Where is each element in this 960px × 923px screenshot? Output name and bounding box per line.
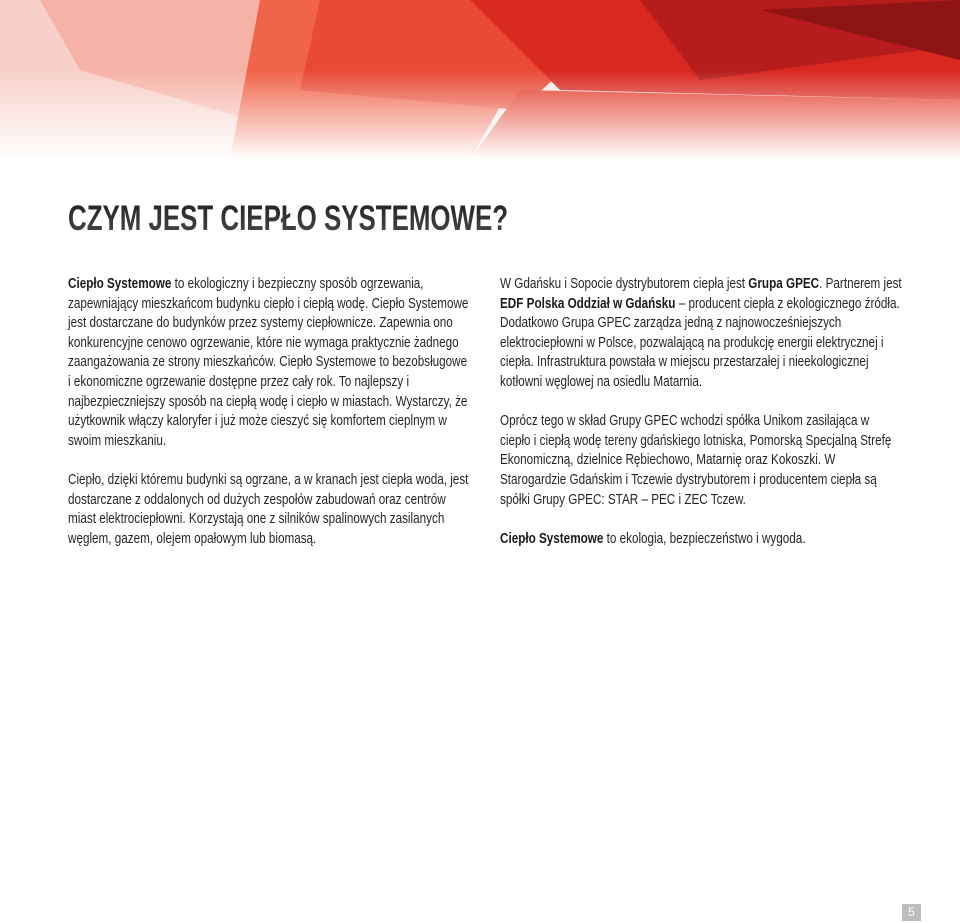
paragraph-text: to ekologia, bezpieczeństwo i wygoda. (603, 529, 806, 547)
decorative-red-banner (0, 0, 960, 160)
paragraph-text: W Gdańsku i Sopocie dystrybutorem ciepła jest (500, 275, 749, 292)
paragraph-text: to ekologiczny i bezpieczny sposób ogrzewania, zapewniający mieszkańcom budynku ciepło i ciepłą wodę. Ciepło Systemowe jest dostarczane do budynków przez systemy ciepłownicze. Zapewnia ono konkurencyjne cenowo ogrzewanie, które nie wymaga praktycznie żadnego zaangażowania ze strony mieszkańców. Ciepło Systemowe to bezobsługowe i ekonomiczne ogrzewanie dostępne przez cały rok. To najlepszy i najbezpieczniejszy sposób na ciepłą wodę i ciepło w miastach. Wystarczy, że użytkownik włączy kaloryfer i już może cieszyć się komfortem cieplnym w swoim mieszkaniu. (68, 275, 469, 449)
paragraph-text: – producent ciepła z ekologicznego źródła. Dodatkowo Grupa GPEC zarządza jedną z najnowocześniejszych elektrociepłowni w Polsce, pozwalającą na produkcję energii elektrycznej i ciepła. Infrastruktura powstała w miejscu przestarzałej i nieekologicznej kotłowni węglowej na osiedlu Matarnia. (500, 294, 900, 390)
bold-term: Grupa GPEC (748, 275, 820, 292)
paragraph (68, 470, 470, 548)
paragraph-text: Ciepło, dzięki któremu budynki są ogrzane, a w kranach jest ciepła woda, jest dostarczane z oddalonych od dużych zespołów zabudowań oraz centrów miast elektrociepłowni. Korzystają one z silników spalinowych zasilanych węglem, gazem, olejem opałowym lub biomasą. (68, 470, 469, 547)
paragraph-text: . Partnerem jest (819, 275, 902, 292)
bold-term: Ciepło Systemowe (68, 275, 172, 292)
paragraph-text: Oprócz tego w skład Grupy GPEC wchodzi spółka Unikom zasilająca w ciepło i ciepłą wodę tereny gdańskiego lotniska, Pomorską Specjalną Strefę Ekonomiczną, dzielnice Rębiechowo, Matarnię oraz Kokoszki. W Starogardzie Gdańskim i Tczewie dystrybutorem i producentem ciepła są spółki Grupy GPEC: STAR – PEC i ZEC Tczew. (500, 412, 892, 508)
left-column (68, 274, 470, 568)
bold-term: Ciepło Systemowe (500, 529, 604, 547)
paragraph (500, 411, 902, 509)
page-title (68, 197, 509, 246)
bold-term: EDF Polska Oddział w Gdańsku (500, 294, 676, 312)
paragraph (500, 529, 902, 549)
paragraph (68, 274, 470, 450)
page-number: 5 (902, 904, 921, 921)
right-column (500, 274, 902, 568)
page-title-text: CZYM JEST CIEPŁO SYSTEMOWE? (68, 198, 509, 238)
paragraph (500, 274, 902, 392)
